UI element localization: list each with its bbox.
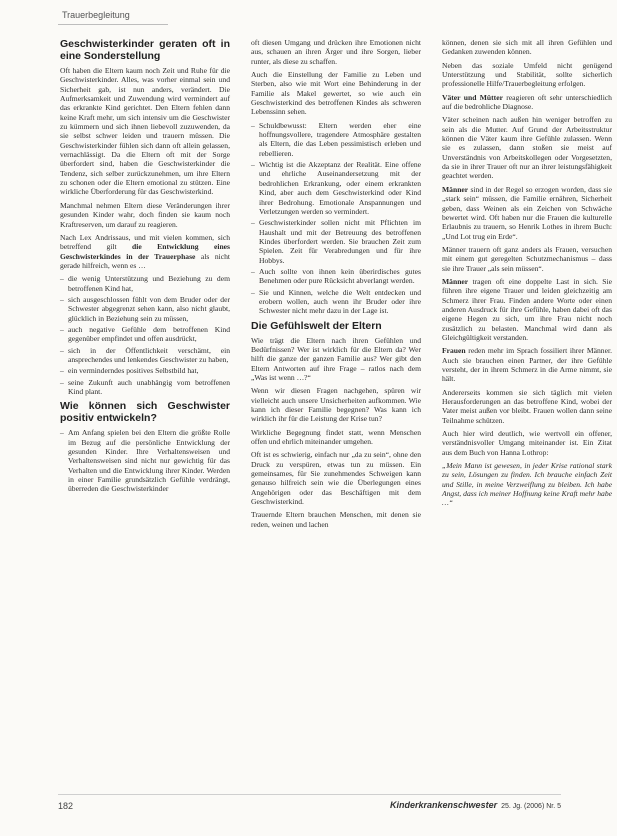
paragraph: Väter scheinen nach außen hin weniger betroffen zu sein als die Mutter. Auf Grund der Arbeitsstruktur können die Väter kaum ihre Gefühle zulassen. Wenn sie es zulassen, dann stoßen sie meist auf Unverständnis von Arbeitskollegen oder Vorgesetzten, da sie in ihrer Trauer oft nur an ihrer leistungsfähigkeit geachtet werden.: [442, 115, 612, 181]
text-run: sind in der Regel so erzogen worden, dass sie „stark sein“ müssen, die Familie ernähren, Sicherheit geben, dass Weinen als ein Zeichen von Schwäche bewertet wird. Oft haben nur die Frauen die kulturelle Erlaubnis zu trauern, so Henrik Lothes in ihrem Buch: „Und Lot trug ein Erde“.: [442, 184, 612, 241]
paragraph: [60, 233, 230, 270]
text-run: reagieren oft sehr unterschiedlich auf die bedrohliche Diagnose.: [442, 92, 612, 112]
page-footer: [58, 794, 561, 815]
text-run: tragen oft eine doppelte Last in sich. Sie führen ihre eigene Trauer und leiden gleichzeitig am Schmerz ihrer Frau. Finden andere Worte oder einen anderen Ausdruck für ihre Gefühle, haben dabei oft das eigene Hegen zu sich, um ihre Frau nicht noch zusätzlich zu belasten. Manchmal wird dann als Gleichgültigkeit verstanden.: [442, 276, 612, 342]
text-run: als nicht gerade hilfreich, wenn es …: [60, 251, 231, 270]
paragraph: Auch die Einstellung der Familie zu Leben und Sterben, also wie mit Wort eine Behinderung in der Familie als Makel gewertet, so wie auch ein Geschwisterkind des betroffenen Kindes als schweren Lebenssinn sehen.: [251, 70, 421, 117]
list-item: – sich in der Öffentlichkeit verschämt, ein ansprechendes und lenkendes Geschwister zu haben,: [60, 346, 230, 365]
heading-positive-entwicklung: Wie können sich Geschwister positiv entwickeln?: [60, 400, 230, 425]
list-item: – auch negative Gefühle dem betroffenen Kind gegenüber empfindet und offen ausdrückt,: [60, 325, 230, 344]
list-item: – Geschwisterkinder sollen nicht mit Pflichten im Haushalt und mit der Betreuung des betroffenen Kindes überfordert werden. Sie brauchen Zeit zum Spielen. Zeit für Verabredungen und für ihre Hobbys.: [251, 218, 421, 265]
column-1: [60, 38, 230, 498]
paragraph: [442, 93, 612, 112]
paragraph: Männer trauern oft ganz anders als Frauen, versuchen mit einem gut geregelten Schutzmechanismus – dass sie ihre Trauer „als sein müssen“.: [442, 244, 612, 273]
list-item: – die wenig Unterstützung und Beziehung zu dem betroffenen Kind hat,: [60, 274, 230, 293]
journal-issue: 25. Jg. (2006) Nr. 5: [501, 803, 561, 810]
list-item: – Wichtig ist die Akzeptanz der Realität. Eine offene und ehrliche Auseinandersetzung mit der bedrohlichen Erkrankung, oder einem erkrankten Kind, aber auch dem Geschwisterkind oder Kind ihrer Bedrohung. Emotionale Anspannungen und Verletzungen werden so vermindert.: [251, 160, 421, 216]
paragraph: Neben das soziale Umfeld nicht genügend Unterstützung und Stabilität, sollte sicherlich professionelle Hilfe/Trauerbegleitung erfolgen.: [442, 60, 612, 89]
paragraph: Oft haben die Eltern kaum noch Zeit und Ruhe für die Geschwisterkinder. Alles, was vorher einmal sein und Sicherheit gab, ist nun anders, verändert. Die Aufmerksamkeit und Zuwendung wird vermindert auf das erkrankte Kind gerichtet. Den Eltern fehlen dann keine Kraft mehr, um sich intensiv um die Geschwister zu kümmern und sich ihnen liebevoll zuzuwenden, da sie selbst schwer leiden und trauern müssen. Die Geschwisterkinder fühlen sich dann oft allein gelassen, vernachlässigt. Da die Eltern oft mit der Sorge überfordert sind, haben die Geschwisterkinder die Tendenz, sich selber zurückzunehmen, um ihre Eltern zu schonen oder die Eltern emotional zu stützen. Eine wirkliche Überforderung für das Geschwisterkind.: [60, 66, 230, 197]
bullet-list: [60, 428, 230, 493]
text-run: reden mehr im Sprach fossiliert ihrer Männer. Auch sie brauchen einen Partner, der ihre Gefühle versteht, der in ihrem Schmerz in die Arme nimmt, sie hält.: [442, 346, 612, 384]
paragraph: Wenn wir diesen Fragen nachgehen, spüren wir vielleicht auch unsere Unsicherheiten aufkommen. Wie kann ich dieser Familie begegnen? Was kann ich wirklich ihr für die Leistung der Krise tun?: [251, 386, 421, 424]
bullet-list: [60, 274, 230, 396]
page-number: 182: [58, 801, 74, 811]
list-item: – ein verminderndes positives Selbstbild hat,: [60, 366, 230, 375]
journal-info: [390, 800, 561, 810]
heading-gefuehlswelt: Die Gefühlswelt der Eltern: [251, 319, 382, 332]
heading-geschwisterkinder: Geschwisterkinder geraten oft in eine Sonderstellung: [60, 38, 230, 62]
list-item: – Auch sollte von ihnen kein überirdisches gutes Benehmen oder pure Rücksicht abverlangt werden.: [251, 267, 421, 286]
column-3: [442, 38, 612, 512]
bold-run: die Entwicklung eines Geschwisterkindes in der Trauerphase: [60, 242, 230, 261]
list-item: – Schuldbewusst: Eltern werden eher eine hoffnungsvollere, tragendere Atmosphäre gestalten als Eltern, die das Leben pessimistisch erleben und rebellieren.: [251, 121, 421, 158]
bold-run: Männer: [442, 184, 469, 194]
paragraph: [442, 346, 612, 383]
bullet-list: [251, 121, 421, 316]
paragraph: Oft ist es schwierig, einfach nur „da zu sein“, ohne den Druck zu verspüren, etwas tun zu müssen. Ein gemeinsames, für Sie zunehmendes Schweigen kann genauso hilfreich sein wie die Überlegungen eines Angehörigen oder das Beschäftigen mit dem Geschwisterkind.: [251, 450, 421, 507]
paragraph: Wie trägt die Eltern nach ihren Gefühlen und Bedürfnissen? Wer ist wirklich für die Eltern da? Wer hilft die ganze der ganzen Familie aus? Wer gibt den Eltern Antworten auf ihre Frage – ratlos nach dem „Was ist wenn …?“: [251, 335, 421, 382]
section-tab: [58, 8, 168, 25]
bold-run: Männer: [442, 276, 469, 286]
bold-run: Väter und Mütter: [442, 92, 503, 102]
paragraph: [442, 277, 612, 342]
paragraph: oft diesen Umgang und drücken ihre Emotionen nicht aus, schauen an ihren Ärger und ihre Sorgen, lieber runter, als diese zu schaffen.: [251, 38, 421, 66]
paragraph: [442, 185, 612, 241]
text-run: Nach Lex Andrissaus, und mit vielen kommen, sich betreffend gilt: [60, 232, 230, 252]
list-item: – sich ausgeschlossen fühlt von dem Bruder oder der Schwester abgegrenzt sehen kann, also nicht glaubt, glücklich in Beziehung sein zu müssen,: [60, 295, 230, 323]
section-label: Trauerbegleitung: [62, 10, 130, 20]
quote-paragraph: „Mein Mann ist gewesen, in jeder Krise rational stark zu sein, Lösungen zu finden. Ich brauche einfach Zeit und Stille, in meine Verzweiflung zu bleiben. Ich habe Angst, dass ich meiner Hoffnung keine Kraft mehr habe …“: [442, 461, 612, 508]
paragraph: Andererseits kommen sie sich täglich mit vielen Herausforderungen an das betroffene Kind, wobei der Vater meist außen vor bleibt. Frauen wollen dann seine Teilnahme schützen.: [442, 387, 612, 425]
journal-name: Kinderkrankenschwester: [390, 800, 498, 810]
bold-run: Frauen: [442, 346, 466, 356]
paragraph: Trauernde Eltern brauchen Menschen, mit denen sie reden, weinen und lachen: [251, 510, 421, 529]
paragraph: Auch hier wird deutlich, wie wertvoll ein offener, verständnisvoller Umgang miteinander ist. Ein Zitat aus dem Buch von Hanna Lothrop:: [442, 429, 612, 457]
paragraph: Manchmal nehmen Eltern diese Veränderungen ihrer gesunden Kinder wahr, doch finden sie kaum noch Kraftreserven, um darauf zu reagieren.: [60, 200, 230, 229]
paragraph: können, denen sie sich mit all ihren Gefühlen und Gedanken zuwenden können.: [442, 38, 612, 57]
paragraph: Wirkliche Begegnung findet statt, wenn Menschen offen und ehrlich miteinander umgehen.: [251, 427, 421, 447]
list-item: – seine Zukunft auch unabhängig vom betroffenen Kind plant.: [60, 378, 230, 397]
list-item: – Sie und Kinnen, welche die Welt entdecken und erobern wollen, auch wenn ihr Bruder oder ihre Schwester nicht mehr dazu in der Lage ist.: [251, 288, 421, 316]
list-item: – Am Anfang spielen bei den Eltern die größte Rolle im Bezug auf die persönliche Entwicklung der gesunden Kinder. Ihre Verhaltensweisen und Verhaltensweisen sind nicht nur gewichtig für das Verhalten und die Entwicklung ihrer Kinder. Werden in einer Familie grundsätzlich Gefühle verdrängt, überreden die Geschwisterkinder: [60, 428, 230, 493]
column-2: [251, 38, 421, 533]
